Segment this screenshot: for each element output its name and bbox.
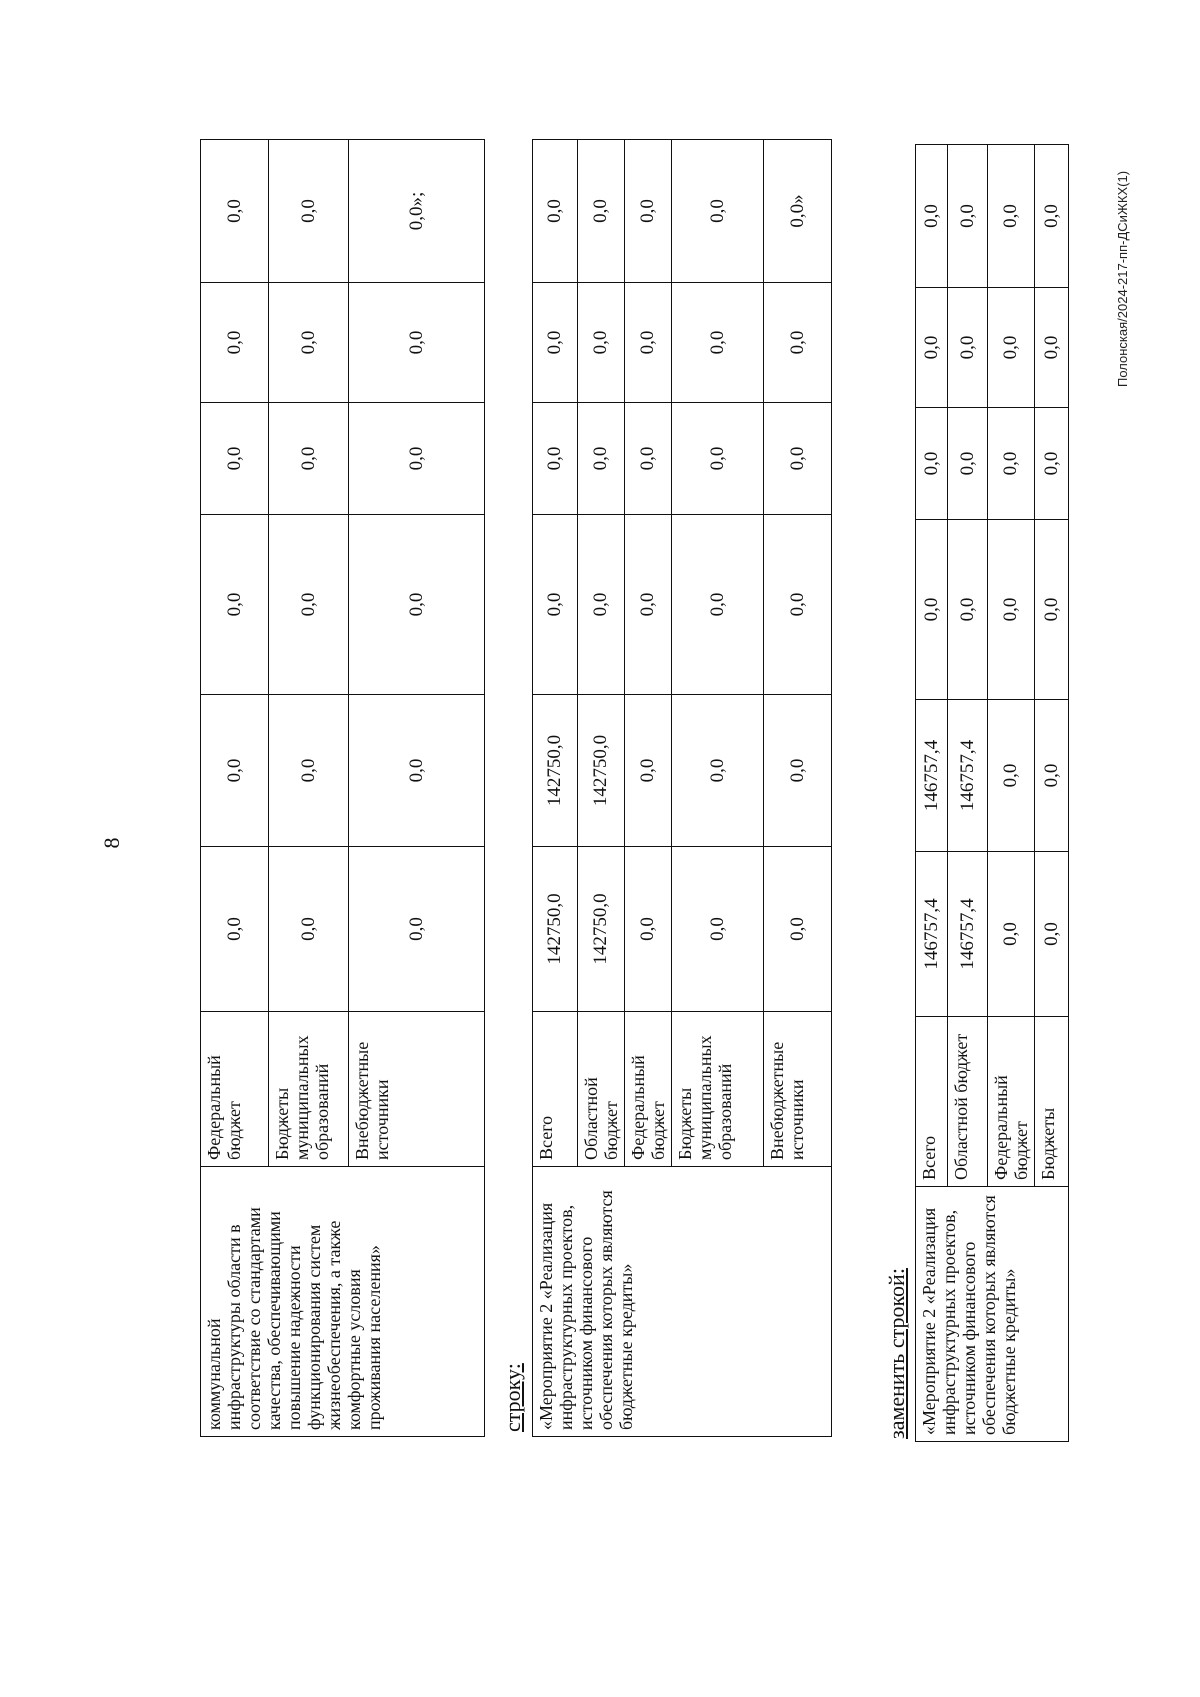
value-cell: 0,0 xyxy=(578,515,625,695)
value-cell: 0,0 xyxy=(269,515,349,695)
value-cell: 0,0 xyxy=(201,847,269,1012)
value-cell: 0,0 xyxy=(672,515,764,695)
name-line: инфраструктуры области в xyxy=(224,1224,244,1430)
value-cell: 0,0 xyxy=(764,847,832,1012)
value-cell: 0,0 xyxy=(533,403,578,515)
name-line: соответствие со стандартами xyxy=(244,1207,264,1430)
table-row xyxy=(916,145,948,1442)
value-cell: 0,0 xyxy=(948,145,988,288)
name-line: качества, обеспечивающими xyxy=(264,1211,284,1430)
source-cell: Бюджеты xyxy=(1035,1017,1069,1187)
source-cell: Областной бюджет xyxy=(948,1017,988,1187)
value-cell: 142750,0 xyxy=(578,695,625,847)
value-cell: 0,0 xyxy=(349,515,485,695)
source-cell: Внебюджетные источники xyxy=(349,1012,485,1167)
table-old-row xyxy=(532,139,832,1437)
value-cell: 146757,4 xyxy=(948,852,988,1017)
table-row xyxy=(201,140,269,1437)
value-cell: 146757,4 xyxy=(916,852,948,1017)
source-cell: Внебюджетные источники xyxy=(764,1012,832,1167)
value-cell: 0,0 xyxy=(625,695,672,847)
value-cell: 142750,0 xyxy=(533,695,578,847)
value-cell: 0,0 xyxy=(269,403,349,515)
value-cell: 146757,4 xyxy=(916,700,948,852)
value-cell: 0,0»; xyxy=(349,140,485,283)
value-cell: 0,0 xyxy=(269,847,349,1012)
value-cell: 0,0 xyxy=(764,695,832,847)
value-cell: 0,0 xyxy=(988,145,1035,288)
document-footer-id: Полонская/2024-217-пп-ДСиЖКХ(1) xyxy=(1115,170,1130,387)
value-cell: 0,0 xyxy=(988,408,1035,520)
value-cell: 0,0 xyxy=(269,283,349,403)
measure-name-cell: «Мероприятие 2 «Реализация инфраструктурных проектов, источником финансового обеспечения которых являются бюджетные кредиты» xyxy=(533,1167,832,1437)
value-cell: 0,0 xyxy=(764,283,832,403)
value-cell: 0,0 xyxy=(988,852,1035,1017)
source-cell: Федеральный бюджет xyxy=(201,1012,269,1167)
source-cell: Бюджеты муниципальных образований xyxy=(672,1012,764,1167)
table-continuation xyxy=(200,139,485,1437)
source-cell: Бюджеты муниципальных образований xyxy=(269,1012,349,1167)
value-cell: 0,0 xyxy=(988,520,1035,700)
value-cell: 0,0 xyxy=(625,403,672,515)
value-cell: 0,0 xyxy=(916,520,948,700)
value-cell: 0,0 xyxy=(916,288,948,408)
value-cell: 0,0 xyxy=(625,283,672,403)
value-cell: 0,0 xyxy=(1035,520,1069,700)
name-line: жизнеобеспечения, а также xyxy=(324,1220,344,1430)
value-cell: 0,0 xyxy=(1035,288,1069,408)
value-cell: 0,0 xyxy=(201,140,269,283)
value-cell: 0,0 xyxy=(1035,700,1069,852)
source-cell: Всего xyxy=(533,1012,578,1167)
value-cell: 0,0» xyxy=(764,140,832,283)
name-line: повышение надежности xyxy=(284,1245,304,1430)
name-line: функционирования систем xyxy=(304,1224,324,1430)
page-number: 8 xyxy=(99,837,124,849)
value-cell: 0,0 xyxy=(349,847,485,1012)
value-cell: 0,0 xyxy=(1035,408,1069,520)
value-cell: 0,0 xyxy=(1035,852,1069,1017)
label-stroku: строку: xyxy=(500,1363,525,1432)
label-zamenit: заменить строкой: xyxy=(884,1268,909,1439)
value-cell: 0,0 xyxy=(349,695,485,847)
value-cell: 0,0 xyxy=(1035,145,1069,288)
value-cell: 0,0 xyxy=(948,288,988,408)
source-cell: Федеральный бюджет xyxy=(625,1012,672,1167)
value-cell: 0,0 xyxy=(269,140,349,283)
value-cell: 0,0 xyxy=(916,408,948,520)
table-row xyxy=(533,140,578,1437)
value-cell: 142750,0 xyxy=(533,847,578,1012)
value-cell: 0,0 xyxy=(201,695,269,847)
name-line: коммунальной xyxy=(204,1318,224,1430)
value-cell: 0,0 xyxy=(201,403,269,515)
value-cell: 0,0 xyxy=(578,140,625,283)
measure-name-cell: «Мероприятие 2 «Реализация инфраструктурных проектов, источником финансового обеспечения которых являются бюджетные кредиты» xyxy=(916,1187,1069,1442)
name-line: комфортные условия xyxy=(344,1269,364,1430)
value-cell: 0,0 xyxy=(201,515,269,695)
value-cell: 0,0 xyxy=(948,408,988,520)
value-cell: 0,0 xyxy=(764,515,832,695)
value-cell: 0,0 xyxy=(201,283,269,403)
value-cell: 0,0 xyxy=(625,515,672,695)
value-cell: 0,0 xyxy=(672,283,764,403)
value-cell: 0,0 xyxy=(625,140,672,283)
measure-name-cell xyxy=(201,1167,485,1437)
value-cell: 0,0 xyxy=(349,403,485,515)
value-cell: 0,0 xyxy=(948,520,988,700)
value-cell: 0,0 xyxy=(533,283,578,403)
value-cell: 0,0 xyxy=(672,403,764,515)
value-cell: 0,0 xyxy=(916,145,948,288)
value-cell: 0,0 xyxy=(672,140,764,283)
value-cell: 0,0 xyxy=(672,695,764,847)
value-cell: 0,0 xyxy=(349,283,485,403)
value-cell: 0,0 xyxy=(625,847,672,1012)
table-new-row xyxy=(915,144,1069,1442)
value-cell: 0,0 xyxy=(533,515,578,695)
value-cell: 0,0 xyxy=(672,847,764,1012)
name-line: проживания населения» xyxy=(364,1245,384,1430)
value-cell: 0,0 xyxy=(988,700,1035,852)
value-cell: 0,0 xyxy=(269,695,349,847)
value-cell: 146757,4 xyxy=(948,700,988,852)
value-cell: 0,0 xyxy=(988,288,1035,408)
source-cell: Всего xyxy=(916,1017,948,1187)
value-cell: 0,0 xyxy=(578,283,625,403)
value-cell: 142750,0 xyxy=(578,847,625,1012)
value-cell: 0,0 xyxy=(533,140,578,283)
value-cell: 0,0 xyxy=(578,403,625,515)
source-cell: Областной бюджет xyxy=(578,1012,625,1167)
source-cell: Федеральный бюджет xyxy=(988,1017,1035,1187)
value-cell: 0,0 xyxy=(764,403,832,515)
